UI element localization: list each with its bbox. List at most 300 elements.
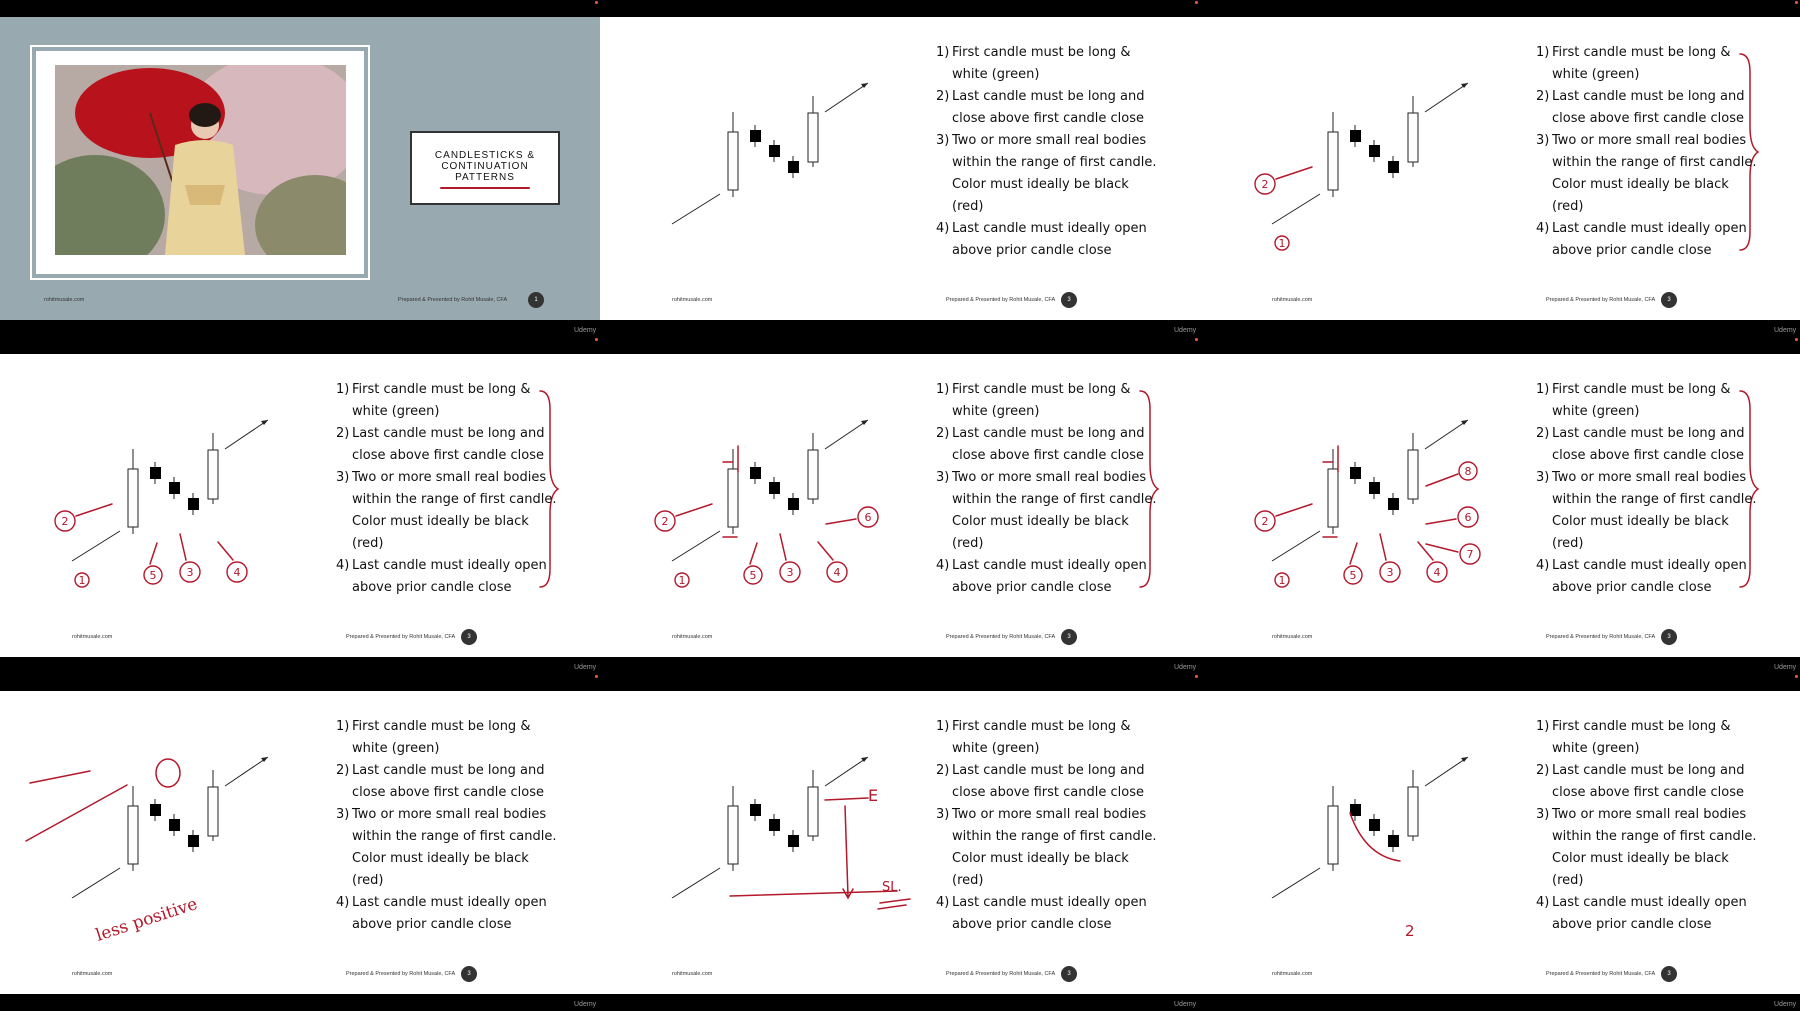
rule-item — [936, 423, 1157, 467]
rule-text: Last candle must ideally open — [1552, 221, 1747, 236]
rule-item — [1536, 379, 1757, 423]
bottom-bar — [600, 994, 1200, 1011]
less-positive-note: less positive — [93, 894, 200, 946]
annotation-circle-1 — [675, 573, 689, 587]
arrow-to-candle-4 — [218, 542, 233, 560]
rule-text: Last candle must be long and — [352, 763, 545, 778]
rule-item — [1536, 892, 1757, 936]
rule-number: 2) — [336, 426, 350, 441]
slide — [1200, 691, 1800, 994]
annotation-circle-5 — [144, 566, 162, 584]
rule-number: 3) — [1536, 807, 1550, 822]
rule-item — [336, 423, 557, 467]
rule-text: Color must ideally be black — [952, 514, 1129, 529]
entry-line — [825, 798, 868, 800]
small-black-candle — [1350, 804, 1361, 816]
first-candle-body — [1328, 806, 1338, 864]
page-number-badge: 3 — [1061, 292, 1077, 308]
rule-text: close above first candle close — [952, 785, 1144, 800]
rule-text: within the range of first candle. — [952, 492, 1157, 507]
timeline-dot — [595, 1, 598, 4]
first-candle-body — [128, 469, 138, 527]
page-number-badge: 1 — [528, 292, 544, 308]
video-frame-5[interactable] — [600, 337, 1200, 674]
rule-item — [936, 467, 1157, 555]
slide-site: rohitmusale.com — [672, 971, 713, 977]
trend-arrow-in — [1272, 868, 1320, 898]
arrow-to-candle-5 — [1350, 543, 1357, 564]
stop-loss-label: SL. — [882, 880, 902, 895]
rule-number: 2) — [1536, 426, 1550, 441]
slide — [600, 691, 1200, 994]
small-black-candle — [788, 835, 799, 847]
title-line: PATTERNS — [455, 172, 515, 183]
slide-site: rohitmusale.com — [672, 297, 713, 303]
last-candle-body — [1408, 450, 1418, 499]
pattern-rules-list — [936, 716, 1157, 936]
pattern-rules-list — [1536, 716, 1757, 936]
rule-item — [1536, 130, 1757, 218]
last-candle-body — [1408, 113, 1418, 162]
annotation-circle-2 — [655, 511, 675, 531]
arrow-to-last-candle — [826, 519, 856, 524]
bottom-bar — [600, 320, 1200, 337]
rule-item — [336, 760, 557, 804]
rule-item — [336, 804, 557, 892]
arrow-to-candle-3 — [1380, 534, 1386, 560]
small-black-candle — [788, 498, 799, 510]
title-underline — [440, 187, 530, 189]
rule-text: Two or more small real bodies — [352, 470, 547, 485]
rule-number: 1) — [1536, 45, 1550, 60]
rule-text: white (green) — [352, 404, 440, 419]
page-number-badge: 3 — [1061, 629, 1077, 645]
slide — [0, 354, 600, 657]
rule-number: 2) — [336, 763, 350, 778]
timeline-dot — [595, 338, 598, 341]
pattern-rules-list — [336, 379, 557, 599]
annotation-line-long — [26, 785, 127, 841]
slide-site: rohitmusale.com — [1272, 634, 1313, 640]
small-black-candle — [1350, 467, 1361, 479]
entry-label: E — [868, 786, 879, 805]
rule-text: Two or more small real bodies — [1552, 470, 1747, 485]
annotation-circle-4-label: 4 — [233, 566, 241, 579]
marker-first-high — [1323, 446, 1338, 472]
rule-text: above prior candle close — [952, 580, 1112, 595]
annotation-circle-4 — [1427, 562, 1447, 582]
slide-site: rohitmusale.com — [72, 971, 113, 977]
rule-text: Two or more small real bodies — [1552, 133, 1747, 148]
small-black-candle — [769, 819, 780, 831]
timeline-dot — [1795, 338, 1798, 341]
small-black-candle — [150, 804, 161, 816]
rule-item — [1536, 716, 1757, 760]
annotation-circle-6-label: 6 — [864, 511, 872, 524]
rule-text: above prior candle close — [952, 917, 1112, 932]
pattern-rules-list — [1536, 379, 1757, 599]
rule-number: 4) — [1536, 558, 1550, 573]
trend-arrow-out — [825, 757, 868, 786]
rule-item — [936, 892, 1157, 936]
slide — [0, 691, 600, 994]
rule-text: above prior candle close — [1552, 917, 1712, 932]
rule-text: Color must ideally be black — [1552, 851, 1729, 866]
rule-item — [936, 218, 1157, 262]
video-frame-8[interactable] — [600, 674, 1200, 1011]
rule-number: 1) — [936, 45, 950, 60]
rule-text: Two or more small real bodies — [952, 807, 1147, 822]
marker-first-high — [723, 446, 738, 472]
rule-text: within the range of first candle. — [1552, 829, 1757, 844]
rule-text: within the range of first candle. — [952, 829, 1157, 844]
rule-text: First candle must be long & — [352, 719, 531, 734]
rule-text: within the range of first candle. — [1552, 155, 1757, 170]
candlestick-chart — [672, 420, 868, 561]
rule-number: 1) — [1536, 382, 1550, 397]
annotation-circle-1-label: 1 — [1278, 574, 1286, 587]
trend-arrow-in — [72, 531, 120, 561]
slide-credit: Prepared & Presented by Rohit Musale, CFA — [346, 634, 456, 640]
slide-credit: Prepared & Presented by Rohit Musale, CFA — [1546, 634, 1656, 640]
rule-number: 1) — [936, 719, 950, 734]
slide-site: rohitmusale.com — [44, 297, 85, 303]
rule-text: Last candle must be long and — [1552, 426, 1745, 441]
arrow-to-first-candle — [1276, 167, 1312, 179]
small-black-candle — [188, 498, 199, 510]
annotation-circle-3-label: 3 — [186, 566, 194, 579]
rule-item — [936, 379, 1157, 423]
annotation-circle-3 — [180, 562, 200, 582]
rule-text: (red) — [952, 873, 984, 888]
small-black-candle — [769, 145, 780, 157]
bottom-bar — [0, 320, 600, 337]
first-candle-body — [728, 469, 738, 527]
annotation-circle-1-label: 1 — [78, 574, 86, 587]
slide — [1200, 354, 1800, 657]
slide-credit: Prepared & Presented by Rohit Musale, CFA — [398, 297, 508, 303]
arrow-to-first-candle — [76, 504, 112, 516]
rule-number: 4) — [936, 221, 950, 236]
rule-item — [1536, 467, 1757, 555]
trend-arrow-out — [1425, 757, 1468, 786]
slide — [0, 17, 600, 320]
rule-number: 2) — [1536, 763, 1550, 778]
first-candle-body — [1328, 469, 1338, 527]
small-black-candle — [1388, 835, 1399, 847]
rule-text: above prior candle close — [1552, 243, 1712, 258]
rule-text: above prior candle close — [352, 580, 512, 595]
rule-text: (red) — [1552, 199, 1584, 214]
annotation-line-short — [30, 771, 90, 783]
rule-text: above prior candle close — [952, 243, 1112, 258]
small-black-candle — [188, 835, 199, 847]
last-candle-body — [808, 450, 818, 499]
rule-item — [1536, 804, 1757, 892]
small-black-candle — [750, 467, 761, 479]
udemy-watermark: Udemy — [1774, 1001, 1797, 1008]
annotation-circle-5-label: 5 — [1349, 569, 1357, 582]
rule-text: Last candle must be long and — [352, 426, 545, 441]
candlestick-chart — [672, 757, 868, 898]
small-black-candle — [1388, 161, 1399, 173]
annotation-circle-3 — [1380, 562, 1400, 582]
rule-number: 3) — [336, 470, 350, 485]
rule-item — [336, 892, 557, 936]
annotation-circle-4-label: 4 — [833, 566, 841, 579]
rule-text: Last candle must ideally open — [352, 558, 547, 573]
annotation-circle-4-label: 4 — [1433, 566, 1441, 579]
pattern-rules-list — [1536, 42, 1757, 262]
rule-number: 2) — [936, 426, 950, 441]
title-line: CANDLESTICKS & — [434, 150, 536, 161]
rule-item — [936, 130, 1157, 218]
timeline-dot — [595, 675, 598, 678]
annotation-circle-1-label: 1 — [678, 574, 686, 587]
rule-text: within the range of first candle. — [952, 155, 1157, 170]
annotation-circle-8-label: 8 — [1464, 465, 1472, 478]
rule-number: 3) — [936, 470, 950, 485]
annotation-circle-2 — [1255, 511, 1275, 531]
rule-text: (red) — [352, 536, 384, 551]
rule-text: white (green) — [1552, 67, 1640, 82]
udemy-watermark: Udemy — [1174, 664, 1197, 671]
annotation-circle-5 — [744, 566, 762, 584]
trend-arrow-out — [825, 83, 868, 112]
trend-arrow-out — [1425, 420, 1468, 449]
rule-text: white (green) — [952, 741, 1040, 756]
rule-text: Last candle must ideally open — [1552, 895, 1747, 910]
rule-text: First candle must be long & — [952, 382, 1131, 397]
rule-number: 1) — [336, 382, 350, 397]
first-candle-body — [1328, 132, 1338, 190]
udemy-watermark: Udemy — [1174, 1001, 1197, 1008]
rule-item — [1536, 760, 1757, 804]
trend-arrow-out — [225, 420, 268, 449]
rule-item — [1536, 42, 1757, 86]
arrow-to-last-candle — [1426, 519, 1456, 524]
rule-number: 3) — [1536, 133, 1550, 148]
rule-text: Last candle must ideally open — [352, 895, 547, 910]
annotation-circle-2-label: 2 — [61, 515, 69, 528]
arrow-8 — [1426, 474, 1458, 486]
pattern-rules-list — [936, 42, 1157, 262]
rule-item — [1536, 86, 1757, 130]
rule-text: Last candle must ideally open — [1552, 558, 1747, 573]
rule-text: (red) — [952, 199, 984, 214]
rule-item — [1536, 555, 1757, 599]
rule-item — [936, 555, 1157, 599]
annotation-circle-2-label: 2 — [1261, 515, 1269, 528]
rule-text: (red) — [1552, 536, 1584, 551]
pattern-rules-list — [336, 716, 557, 936]
page-number-badge: 3 — [461, 629, 477, 645]
rule-text: within the range of first candle. — [352, 492, 557, 507]
page-number-badge: 3 — [1661, 629, 1677, 645]
candlestick-chart — [72, 757, 268, 898]
udemy-watermark: Udemy — [1774, 664, 1797, 671]
rule-text: close above first candle close — [1552, 111, 1744, 126]
rule-item — [936, 86, 1157, 130]
slide — [600, 17, 1200, 320]
rule-number: 1) — [936, 382, 950, 397]
small-black-candle — [169, 482, 180, 494]
rule-number: 3) — [336, 807, 350, 822]
annotation-circle-7-label: 7 — [1466, 548, 1474, 561]
video-frame-9[interactable] — [1200, 674, 1800, 1011]
small-black-candle — [150, 467, 161, 479]
slide — [1200, 17, 1800, 320]
rule-number: 4) — [1536, 221, 1550, 236]
rule-number: 3) — [936, 133, 950, 148]
rule-text: within the range of first candle. — [1552, 492, 1757, 507]
first-candle-body — [728, 132, 738, 190]
annotation-circle-1 — [1275, 236, 1289, 250]
page-number-badge: 3 — [461, 966, 477, 982]
rule-text: Last candle must be long and — [952, 89, 1145, 104]
video-frame-6[interactable] — [1200, 337, 1800, 674]
rule-text: close above first candle close — [352, 785, 544, 800]
rule-item — [936, 804, 1157, 892]
slide-credit: Prepared & Presented by Rohit Musale, CFA — [1546, 297, 1656, 303]
candlestick-chart — [72, 420, 268, 561]
annotation-circle-2 — [1255, 174, 1275, 194]
top-bar — [0, 337, 600, 354]
annotation-circle-6 — [858, 507, 878, 527]
rule-text: Last candle must be long and — [1552, 763, 1745, 778]
rule-text: Color must ideally be black — [1552, 514, 1729, 529]
annotation-circle-1-label: 1 — [1278, 237, 1286, 250]
small-black-candle — [1388, 498, 1399, 510]
small-black-candle — [1350, 130, 1361, 142]
pattern-rules-list — [936, 379, 1157, 599]
rule-item — [936, 760, 1157, 804]
rule-text: close above first candle close — [1552, 448, 1744, 463]
video-frame-2[interactable] — [600, 0, 1200, 337]
trend-arrow-in — [672, 531, 720, 561]
two-candles-note: 2 — [1405, 922, 1415, 940]
arrow-to-candle-3 — [180, 534, 186, 560]
last-candle-body — [808, 113, 818, 162]
slide-site: rohitmusale.com — [1272, 971, 1313, 977]
rule-text: Two or more small real bodies — [952, 133, 1147, 148]
udemy-watermark: Udemy — [574, 327, 597, 334]
video-frame-1[interactable] — [0, 0, 600, 337]
video-frame-4[interactable] — [0, 337, 600, 674]
annotation-circle-3 — [780, 562, 800, 582]
top-bar — [600, 0, 1200, 17]
rule-text: First candle must be long & — [1552, 45, 1731, 60]
entry-to-sl-arrow — [843, 806, 853, 898]
bottom-bar — [0, 994, 600, 1011]
udemy-watermark: Udemy — [1174, 327, 1197, 334]
rule-text: Last candle must ideally open — [952, 895, 1147, 910]
rule-text: Last candle must ideally open — [952, 221, 1147, 236]
title-line: CONTINUATION — [441, 161, 529, 172]
rule-text: Color must ideally be black — [1552, 177, 1729, 192]
annotation-circle-2-label: 2 — [661, 515, 669, 528]
annotation-circle-empty — [156, 759, 180, 787]
rule-number: 4) — [336, 558, 350, 573]
page-number-badge: 3 — [1661, 966, 1677, 982]
trend-arrow-in — [672, 868, 720, 898]
annotation-circle-5 — [1344, 566, 1362, 584]
rule-number: 2) — [936, 89, 950, 104]
rule-number: 3) — [936, 807, 950, 822]
small-black-candle — [788, 161, 799, 173]
candlestick-chart — [1272, 757, 1468, 898]
title-card — [410, 131, 560, 205]
rule-text: First candle must be long & — [1552, 382, 1731, 397]
slide-credit: Prepared & Presented by Rohit Musale, CFA — [946, 634, 1056, 640]
last-candle-body — [208, 787, 218, 836]
rule-text: Color must ideally be black — [952, 177, 1129, 192]
small-black-candle — [750, 130, 761, 142]
rule-number: 2) — [1536, 89, 1550, 104]
umbrella-photo — [55, 65, 346, 255]
rule-item — [336, 555, 557, 599]
arrow-to-candle-5 — [150, 543, 157, 564]
rule-text: Last candle must be long and — [1552, 89, 1745, 104]
arrow-to-first-candle — [676, 504, 712, 516]
arrow-to-candle-5 — [750, 543, 757, 564]
rule-text: (red) — [952, 536, 984, 551]
slide-credit: Prepared & Presented by Rohit Musale, CFA — [346, 971, 456, 977]
rule-text: close above first candle close — [952, 448, 1144, 463]
rule-text: white (green) — [1552, 404, 1640, 419]
rule-text: close above first candle close — [352, 448, 544, 463]
udemy-watermark: Udemy — [1774, 327, 1797, 334]
trend-arrow-in — [672, 194, 720, 224]
trend-arrow-out — [1425, 83, 1468, 112]
annotation-circle-8 — [1459, 462, 1477, 480]
top-bar — [0, 0, 600, 17]
video-frame-7[interactable] — [0, 674, 600, 1011]
rule-text: Last candle must be long and — [952, 426, 1145, 441]
rule-text: (red) — [1552, 873, 1584, 888]
timeline-dot — [1195, 675, 1198, 678]
first-candle-body — [128, 806, 138, 864]
video-frame-3[interactable] — [1200, 0, 1800, 337]
slide — [600, 354, 1200, 657]
udemy-watermark: Udemy — [574, 1001, 597, 1008]
rule-item — [936, 42, 1157, 86]
bottom-bar — [1200, 320, 1800, 337]
rule-text: white (green) — [1552, 741, 1640, 756]
rule-number: 4) — [1536, 895, 1550, 910]
candlestick-chart — [672, 83, 868, 224]
arrow-to-candle-4 — [818, 542, 833, 560]
slide-site: rohitmusale.com — [72, 634, 113, 640]
rule-item — [1536, 423, 1757, 467]
bottom-bar — [600, 657, 1200, 674]
rule-number: 2) — [936, 763, 950, 778]
trend-arrow-out — [825, 420, 868, 449]
trend-arrow-out — [225, 757, 268, 786]
arrow-7 — [1426, 544, 1458, 552]
slide-credit: Prepared & Presented by Rohit Musale, CFA — [946, 971, 1056, 977]
top-bar — [0, 674, 600, 691]
annotation-circle-3-label: 3 — [1386, 566, 1394, 579]
slide-credit: Prepared & Presented by Rohit Musale, CFA — [946, 297, 1056, 303]
first-candle-body — [728, 806, 738, 864]
rule-text: First candle must be long & — [1552, 719, 1731, 734]
rule-text: above prior candle close — [1552, 580, 1712, 595]
page-number-badge: 3 — [1661, 292, 1677, 308]
rule-item — [336, 467, 557, 555]
arrow-to-candle-3 — [780, 534, 786, 560]
annotation-circle-7 — [1460, 544, 1480, 564]
